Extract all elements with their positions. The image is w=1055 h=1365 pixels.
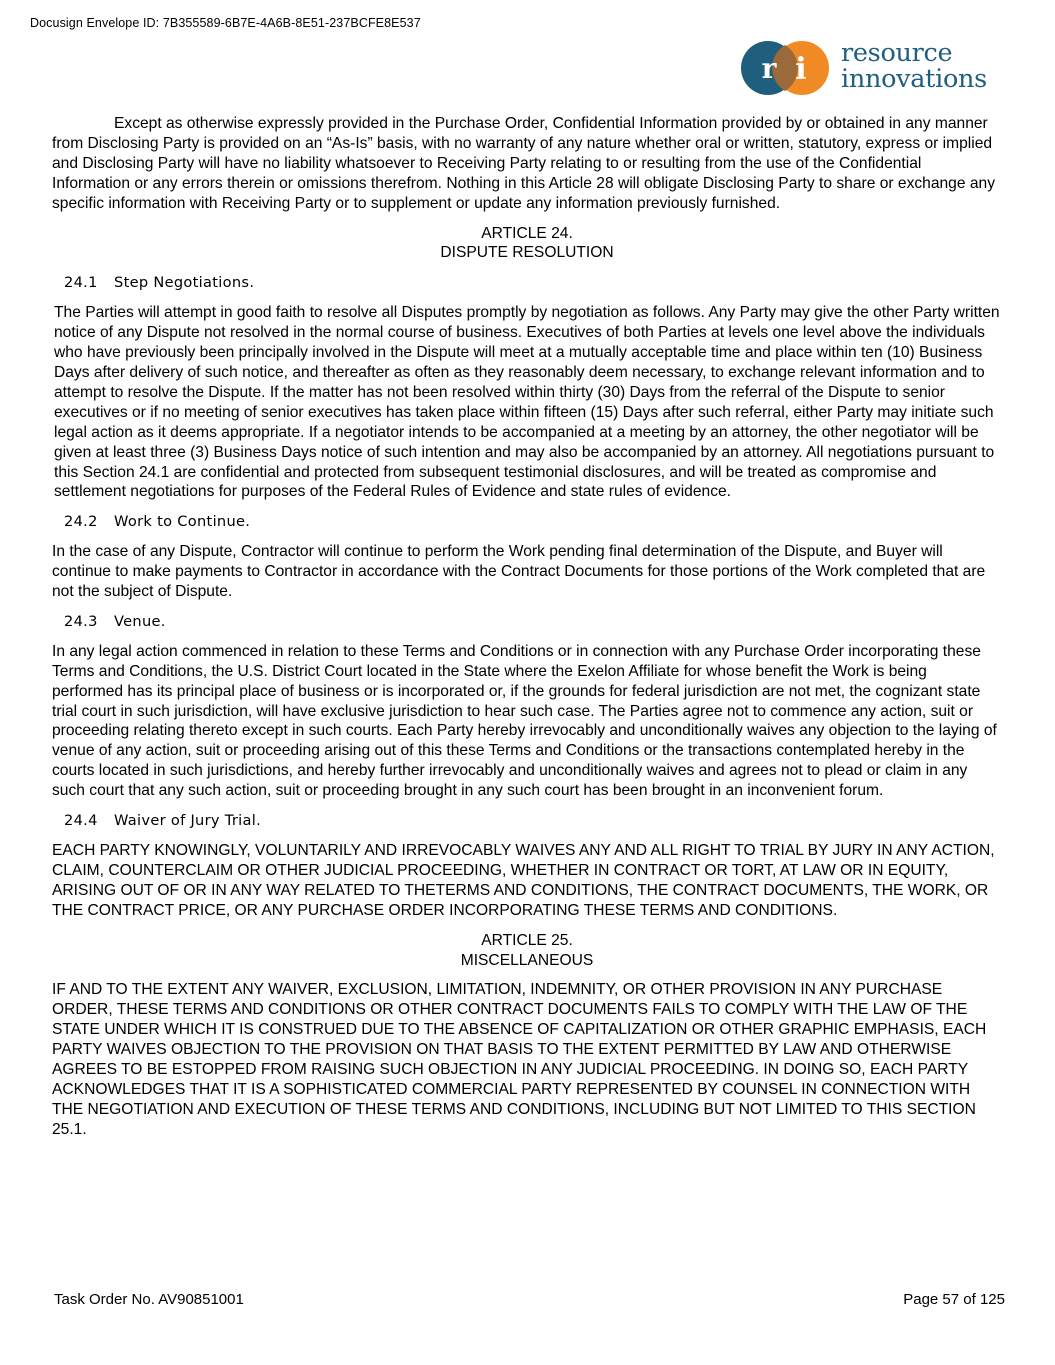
article-25-title: MISCELLANEOUS <box>460 951 594 969</box>
article-24-heading <box>52 224 1002 264</box>
ri-logo-mark-icon <box>740 40 836 96</box>
article-25-body: IF AND TO THE EXTENT ANY WAIVER, EXCLUSION, LIMITATION, INDEMNITY, OR OTHER PROVISION IN ANY PURCHASE ORDER, THESE TERMS AND CONDITIONS OR OTHER CONTRACT DOCUMENTS FAILS TO COMPLY WITH THE LAW OF THE STATE UNDER WHICH IT IS CONSTRUED DUE TO THE ABSENCE OF CAPITALIZATION OR OTHER GRAPHIC EMPHASIS, EACH PARTY WAIVES OBJECTION TO THE PROVISION ON THAT BASIS TO THE EXTENT PERMITTED BY LAW AND OTHERWISE AGREES TO BE ESTOPPED FROM RAISING SUCH OBJECTION IN ANY JUDICIAL PROCEEDING. IN DOING SO, EACH PARTY ACKNOWLEDGES THAT IT IS A SOPHISTICATED COMMERCIAL PARTY REPRESENTED BY COUNSEL IN CONNECTION WITH THE NEGOTIATION AND EXECUTION OF THESE TERMS AND CONDITIONS, INCLUDING BUT NOT LIMITED TO THIS SECTION 25.1. <box>52 981 987 1138</box>
intro-paragraph: Except as otherwise expressly provided in the Purchase Order, Confidential Information provided by or obtained in any manner from Disclosing Party is provided on an “As-Is” basis, with no warranty of any nature whether oral or written, statutory, express or implied and Disclosing Party will have no liability whatsoever to Receiving Party relating to or resulting from the use of the Confidential Information or any errors therein or omissions therefrom. Nothing in this Article 28 will obligate Disclosing Party to share or exchange any specific information with Receiving Party or to supplement or update any information previously furnished. <box>52 115 995 212</box>
section-title: Venue. <box>114 612 166 630</box>
section-number: 24.3 <box>64 612 98 630</box>
section-24-3-heading <box>52 612 1002 632</box>
section-24-2-body: In the case of any Dispute, Contractor will continue to perform the Work pending final determination of the Dispute, and Buyer will continue to make payments to Contractor in accordance with the Contract Documents for those portions of the Work completed that are not the subject of Dispute. <box>52 543 986 601</box>
logo-text-innovations: innovations <box>841 64 987 94</box>
section-24-2-heading <box>52 512 1002 532</box>
article-25-heading <box>52 931 1002 971</box>
section-title: Waiver of Jury Trial. <box>114 812 262 830</box>
section-24-1-heading <box>52 273 1002 293</box>
svg-text:r: r <box>761 52 777 85</box>
svg-text:i: i <box>795 52 807 87</box>
resource-innovations-logo <box>740 40 1020 96</box>
section-24-1-body: The Parties will attempt in good faith to resolve all Disputes promptly by negotiation as follows. Any Party may give the other Party written notice of any Dispute not resolved in the normal course of business. Executives of both Parties at levels one level above the individuals who have previously been principally involved in the Dispute will meet at a mutually acceptable time and place within ten (10) Business Days after delivery of such notice, and thereafter as often as they reasonably deem necessary, to exchange relevant information and to attempt to resolve the Dispute. If the matter has not been resolved within thirty (30) Days from the referral of the Dispute to senior executives or if no meeting of senior executives has taken place within fifteen (15) Days after such referral, either Party may initiate such legal action as it deems appropriate. If a negotiator intends to be accompanied at a meeting by an attorney, the other negotiator will be given at least three (3) Business Days notice of such intention and may also be accompanied by an attorney. All negotiations pursuant to this Section 24.1 are confidential and protected from subsequent testimonial disclosures, and will be treated as compromise and settlement negotiations for purposes of the Federal Rules of Evidence and state rules of evidence. <box>54 304 1000 501</box>
section-24-4-heading <box>52 811 1002 831</box>
section-24-4-body: EACH PARTY KNOWINGLY, VOLUNTARILY AND IRREVOCABLY WAIVES ANY AND ALL RIGHT TO TRIAL BY JURY IN ANY ACTION, CLAIM, COUNTERCLAIM OR OTHER JUDICIAL PROCEEDING, WHETHER IN CONTRACT OR TORT, AT LAW OR IN EQUITY, ARISING OUT OF OR IN ANY WAY RELATED TO THETERMS AND CONDITIONS, THE CONTRACT DOCUMENTS, THE WORK, OR THE CONTRACT PRICE, OR ANY PURCHASE ORDER INCORPORATING THESE TERMS AND CONDITIONS. <box>52 842 995 919</box>
footer-page-number: Page 57 of 125 <box>903 1291 1005 1308</box>
article-24-title: DISPUTE RESOLUTION <box>440 244 614 262</box>
section-24-3-body: In any legal action commenced in relation to these Terms and Conditions or in connection with any Purchase Order incorporating these Terms and Conditions, the U.S. District Court located in the State where the Exelon Affiliate for whose benefit the Work is being performed has its principal place of business or is incorporated or, if the grounds for federal jurisdiction are not met, the cognizant state trial court in such jurisdiction, will have exclusive jurisdiction to hear such case. The Parties agree not to commence any action, suit or proceeding relating thereto except in such courts. Each Party hereby irrevocably and unconditionally waives any objection to the laying of venue of any action, suit or proceeding arising out of this these Terms and Conditions or the transactions contemplated hereby in the courts located in such jurisdictions, and hereby further irrevocably and unconditionally waives and agrees not to plead or claim in any such court that any such action, suit or proceeding brought in any such court has been brought in an inconvenient forum. <box>52 642 997 800</box>
section-number: 24.2 <box>64 513 98 531</box>
footer-task-order: Task Order No. AV90851001 <box>54 1291 244 1308</box>
docusign-envelope-id: Docusign Envelope ID: 7B355589-6B7E-4A6B-8E51-237BCFE8E537 <box>30 16 421 30</box>
section-number: 24.1 <box>64 274 98 292</box>
section-number: 24.4 <box>64 812 98 830</box>
document-body <box>52 114 1002 1140</box>
article-25-number: ARTICLE 25. <box>481 931 573 949</box>
logo-text-resource: resource <box>841 38 953 68</box>
article-24-number: ARTICLE 24. <box>481 224 573 242</box>
section-title: Step Negotiations. <box>114 274 255 292</box>
section-title: Work to Continue. <box>114 513 251 531</box>
